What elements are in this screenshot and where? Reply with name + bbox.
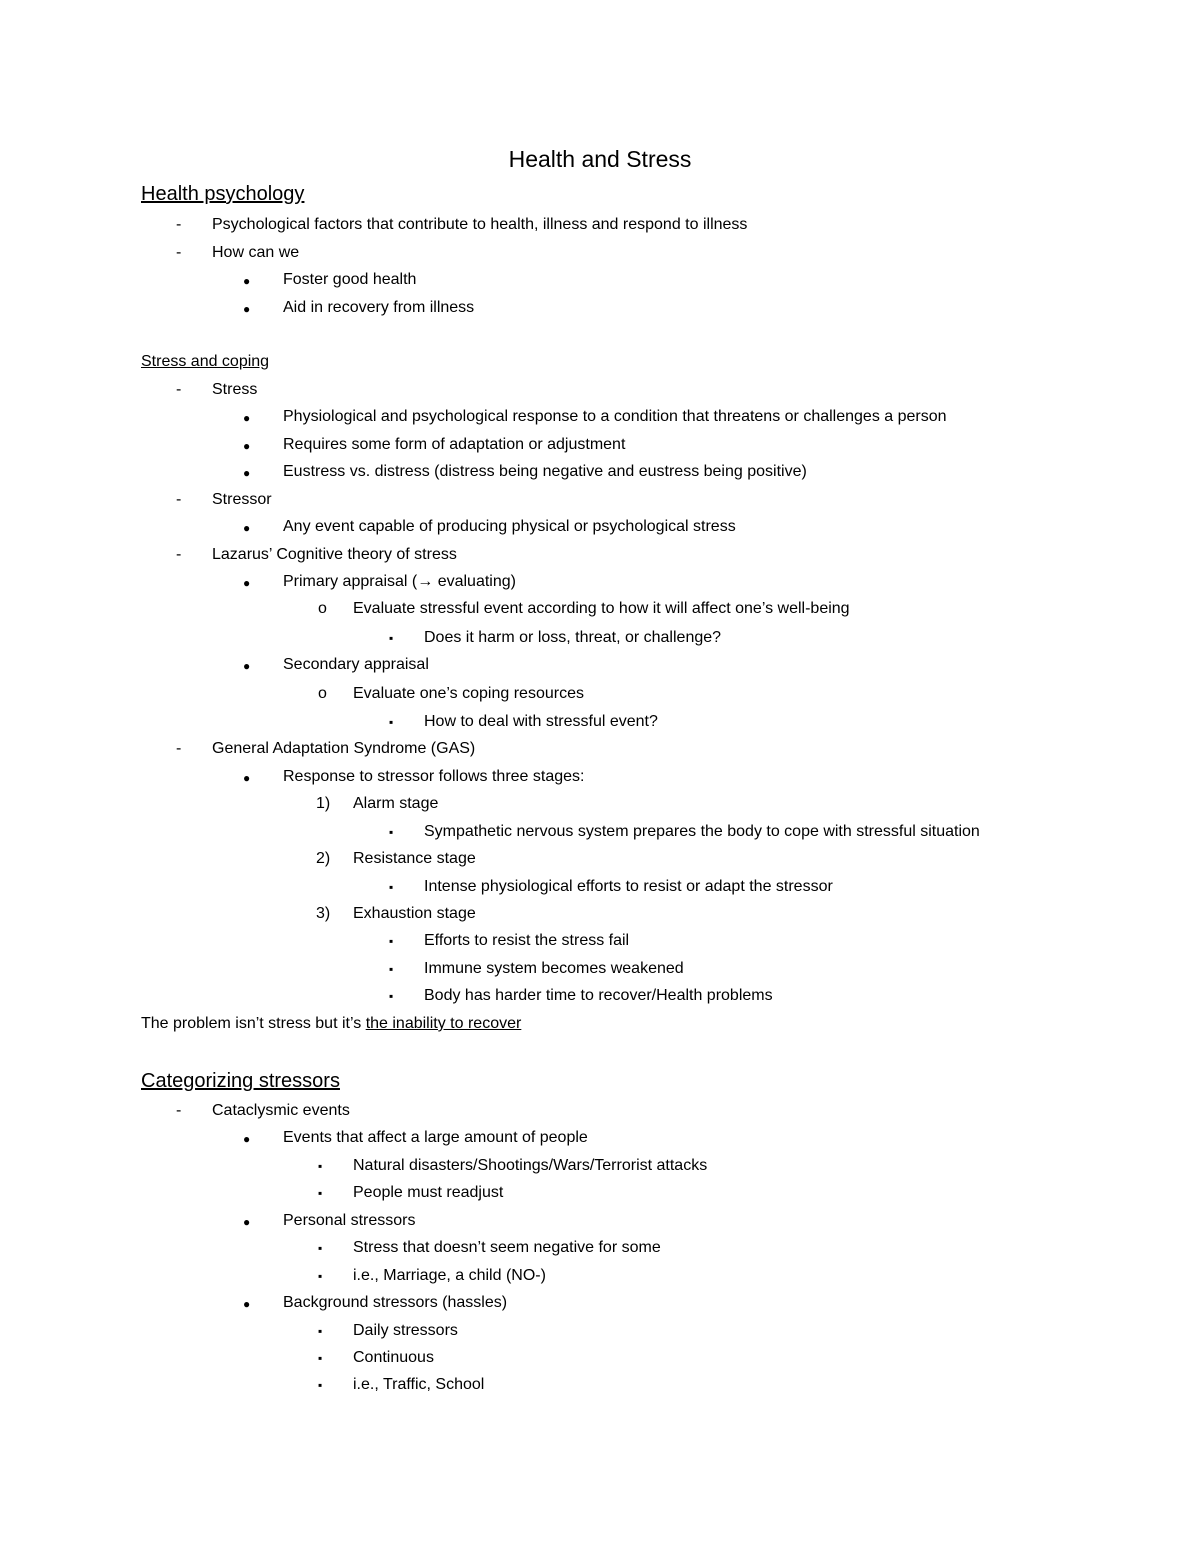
list-item: Psychological factors that contribute to health, illness and respond to illness [212,216,748,233]
square-bullet-icon: ▪ [318,1269,323,1283]
square-bullet-icon: ▪ [389,962,394,976]
list-item: Immune system becomes weakened [424,960,684,977]
list-item: Requires some form of adaptation or adjustment [283,436,626,453]
list-item: Stress that doesn’t seem negative for some [353,1239,661,1256]
square-bullet-icon: ▪ [318,1241,323,1255]
list-item: Sympathetic nervous system prepares the body to cope with stressful situation [424,823,980,840]
list-item: Does it harm or loss, threat, or challenge? [424,629,722,646]
square-bullet-icon: ▪ [389,631,394,645]
list-item: Natural disasters/Shootings/Wars/Terrorist attacks [353,1157,708,1174]
square-bullet-icon: ▪ [389,880,394,894]
dash-marker: - [176,244,182,261]
dash-marker: - [176,546,182,563]
circle-marker: o [318,600,327,617]
square-bullet-icon: ▪ [318,1324,323,1338]
bullet-icon: ● [243,274,251,288]
list-item: Evaluate stressful event according to how it will affect one’s well-being [353,600,850,617]
list-item: How to deal with stressful event? [424,713,658,730]
bullet-icon: ● [243,302,251,316]
list-item: Aid in recovery from illness [283,299,475,316]
square-bullet-icon: ▪ [389,715,394,729]
dash-marker: - [176,216,182,233]
summary-emphasis: the inability to recover [365,1015,522,1032]
list-item: Body has harder time to recover/Health problems [424,987,773,1004]
section-heading-stress-and-coping: Stress and coping [141,353,270,370]
number-marker: 3) [316,905,331,922]
square-bullet-icon: ▪ [389,934,394,948]
list-item: Events that affect a large amount of people [283,1129,588,1146]
list-item: Resistance stage [353,850,476,867]
bullet-icon: ● [243,659,251,673]
list-item: Secondary appraisal [283,656,429,673]
square-bullet-icon: ▪ [318,1351,323,1365]
bullet-icon: ● [243,1132,251,1146]
list-item: Stressor [212,491,272,508]
square-bullet-icon: ▪ [389,989,394,1003]
list-item: Primary appraisal (→ evaluating) [283,573,516,590]
list-item: Physiological and psychological response to a condition that threatens or challenges a person [283,408,947,425]
bullet-icon: ● [243,576,251,590]
list-item: i.e., Marriage, a child (NO-) [353,1267,546,1284]
list-item: Cataclysmic events [212,1102,350,1119]
summary-text: The problem isn’t stress but it’s [141,1015,366,1032]
list-item: Evaluate one’s coping resources [353,685,584,702]
bullet-icon: ● [243,1297,251,1311]
section-heading-categorizing-stressors: Categorizing stressors [141,1070,340,1092]
bullet-icon: ● [243,466,251,480]
list-item: Response to stressor follows three stages: [283,768,585,785]
bullet-icon: ● [243,1215,251,1229]
list-item: Continuous [353,1349,434,1366]
dash-marker: - [176,1102,182,1119]
list-item: General Adaptation Syndrome (GAS) [212,740,476,757]
square-bullet-icon: ▪ [318,1159,323,1173]
summary-sentence [141,1013,521,1035]
number-marker: 2) [316,850,331,867]
square-bullet-icon: ▪ [389,825,394,839]
list-item: i.e., Traffic, School [353,1376,485,1393]
list-item: Daily stressors [353,1322,458,1339]
dash-marker: - [176,740,182,757]
list-item: Lazarus’ Cognitive theory of stress [212,546,457,563]
list-item: Eustress vs. distress (distress being negative and eustress being positive) [283,463,807,480]
dash-marker: - [176,491,182,508]
list-item: Stress [212,381,258,398]
number-marker: 1) [316,795,331,812]
square-bullet-icon: ▪ [318,1378,323,1392]
bullet-icon: ● [243,521,251,535]
list-item: Alarm stage [353,795,439,812]
list-item: Foster good health [283,271,417,288]
square-bullet-icon: ▪ [318,1186,323,1200]
dash-marker: - [176,381,182,398]
section-heading-health-psychology: Health psychology [141,183,305,205]
list-item: Exhaustion stage [353,905,476,922]
list-item: Any event capable of producing physical or psychological stress [283,518,736,535]
list-item: Intense physiological efforts to resist or adapt the stressor [424,878,833,895]
list-item: Personal stressors [283,1212,416,1229]
list-item: Background stressors (hassles) [283,1294,508,1311]
circle-marker: o [318,685,327,702]
page-title: Health and Stress [508,146,692,172]
list-item: Efforts to resist the stress fail [424,932,630,949]
list-item: How can we [212,244,300,261]
bullet-icon: ● [243,439,251,453]
bullet-icon: ● [243,771,251,785]
list-item: People must readjust [353,1184,504,1201]
bullet-icon: ● [243,411,251,425]
